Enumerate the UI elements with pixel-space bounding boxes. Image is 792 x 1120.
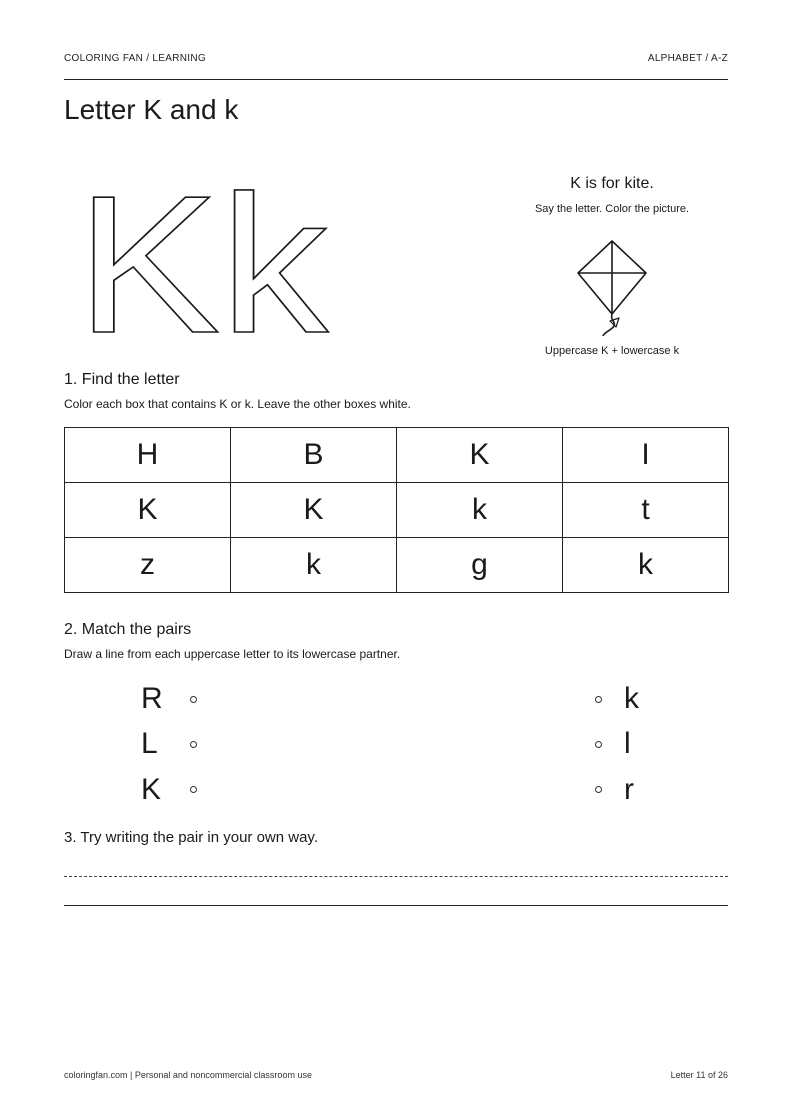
section-3-heading: 3. Try writing the pair in your own way. xyxy=(64,829,318,846)
footer-page-number: Letter 11 of 26 xyxy=(670,1070,728,1080)
grid-cell[interactable]: z xyxy=(65,538,231,593)
letter-grid xyxy=(64,427,729,593)
outlined-letters-text: Kk xyxy=(76,155,330,340)
grid-cell[interactable]: t xyxy=(563,483,729,538)
page-title: Letter K and k xyxy=(64,94,239,125)
section-1-heading: 1. Find the letter xyxy=(64,371,180,388)
grid-cell[interactable]: K xyxy=(397,428,563,483)
grid-cell[interactable]: k xyxy=(231,538,397,593)
kite-caption: Uppercase K + lowercase k xyxy=(544,345,680,357)
writing-baseline[interactable] xyxy=(64,905,728,906)
grid-cell[interactable]: B xyxy=(231,428,397,483)
kite-instructions: Say the letter. Color the picture. xyxy=(534,203,690,215)
match-lowercase-letter: k xyxy=(624,682,639,715)
grid-cell[interactable]: k xyxy=(397,483,563,538)
match-dot-left[interactable] xyxy=(190,786,197,793)
footer-site: coloringfan.com | Personal and noncommercial classroom use xyxy=(64,1070,312,1080)
grid-cell[interactable]: g xyxy=(397,538,563,593)
match-uppercase-letter: K xyxy=(141,773,162,806)
match-lowercase-letter: l xyxy=(624,727,631,760)
section-1-description: Color each box that contains K or k. Leave the other boxes white. xyxy=(64,397,411,411)
match-uppercase-letter: R xyxy=(141,682,163,715)
section-2-description: Draw a line from each uppercase letter to its lowercase partner. xyxy=(64,647,401,661)
writing-guide-dashed xyxy=(64,876,728,877)
match-dot-left[interactable] xyxy=(190,696,197,703)
grid-row xyxy=(65,428,729,483)
grid-cell[interactable]: H xyxy=(65,428,231,483)
match-dot-left[interactable] xyxy=(190,741,197,748)
section-2-heading: 2. Match the pairs xyxy=(64,621,192,638)
header-category: ALPHABET / A-Z xyxy=(647,53,728,64)
match-lowercase-letter: r xyxy=(624,773,634,806)
kite-title: K is for kite. xyxy=(570,175,654,192)
kite-picture xyxy=(570,238,654,338)
header-brand: COLORING FAN / LEARNING xyxy=(64,53,206,64)
grid-cell[interactable]: k xyxy=(563,538,729,593)
header-divider xyxy=(64,79,728,80)
grid-cell[interactable]: K xyxy=(231,483,397,538)
match-dot-right[interactable] xyxy=(595,696,602,703)
kite-string-icon xyxy=(603,314,614,336)
grid-cell[interactable]: K xyxy=(65,483,231,538)
match-dot-right[interactable] xyxy=(595,741,602,748)
outlined-letters-kk xyxy=(60,150,350,340)
grid-cell[interactable]: I xyxy=(563,428,729,483)
grid-row xyxy=(65,538,729,593)
grid-row xyxy=(65,483,729,538)
match-uppercase-letter: L xyxy=(141,727,158,760)
match-dot-right[interactable] xyxy=(595,786,602,793)
